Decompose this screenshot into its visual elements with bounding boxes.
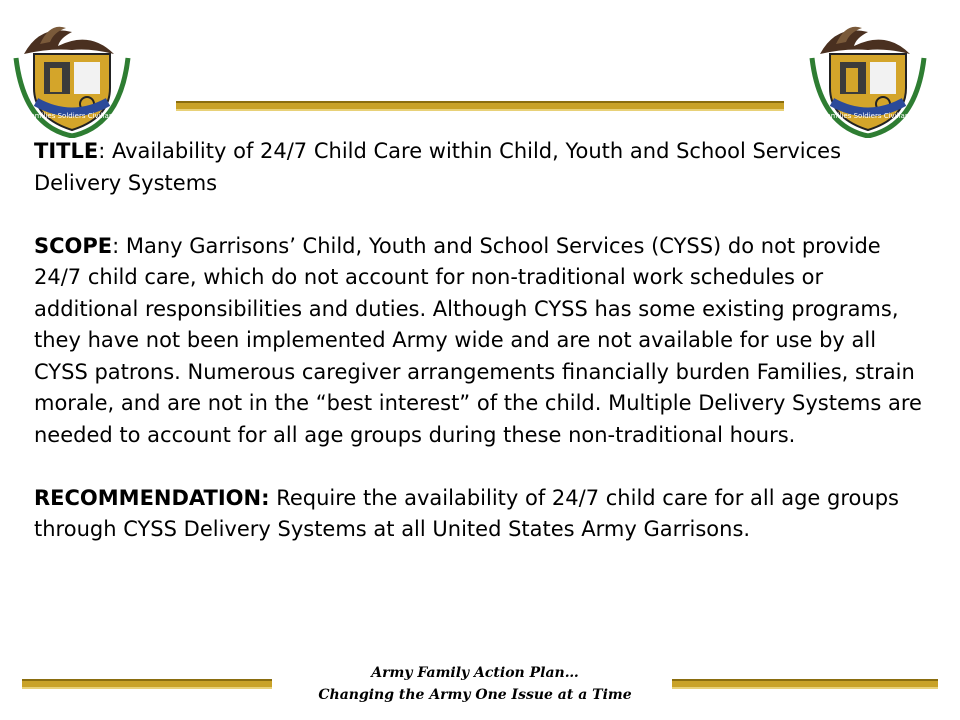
footer-line-2: Changing the Army One Issue at a Time: [318, 687, 632, 703]
title-label: TITLE: [34, 139, 99, 163]
title-text: : Availability of 24/7 Child Care within Child, Youth and School Services Delivery Systems: [34, 139, 842, 195]
footer-left-bar: [22, 679, 272, 689]
crest-motto-left: Families Soldiers Civilians: [27, 112, 117, 120]
recommendation-label: RECOMMENDATION:: [34, 485, 270, 510]
crest-emblem-icon: [10, 18, 134, 138]
crest-logo-left: [10, 18, 134, 138]
footer-right-bar: [672, 679, 938, 689]
title-section: [34, 136, 934, 199]
top-divider-bar: [176, 101, 784, 111]
footer-line-1: Army Family Action Plan…: [371, 665, 579, 681]
crest-emblem-icon: [806, 18, 930, 138]
scope-section: [34, 231, 934, 452]
recommendation-section: [34, 483, 934, 546]
footer-tagline: [280, 662, 670, 706]
scope-text: : Many Garrisons’ Child, Youth and School Services (CYSS) do not provide 24/7 child care, which do not account for non-traditional work schedules or additional responsibilities and duties. Although CYSS has some existing programs, they have not been implemented Army wide and are not available for use by all CYSS patrons. Numerous caregiver arrangements financially burden Families, strain morale, and are not in the “best interest” of the child. Multiple Delivery Systems are needed to account for all age groups during these non-traditional hours.: [34, 233, 922, 447]
slide-body: [34, 136, 934, 546]
recommendation-text: Require the availability of 24/7 child care for all age groups through CYSS Delivery Systems at all United States Army Garrisons.: [34, 485, 899, 541]
scope-label: SCOPE: [34, 233, 113, 258]
crest-motto-right: Families Soldiers Civilians: [823, 112, 913, 120]
crest-logo-right: [806, 18, 930, 138]
